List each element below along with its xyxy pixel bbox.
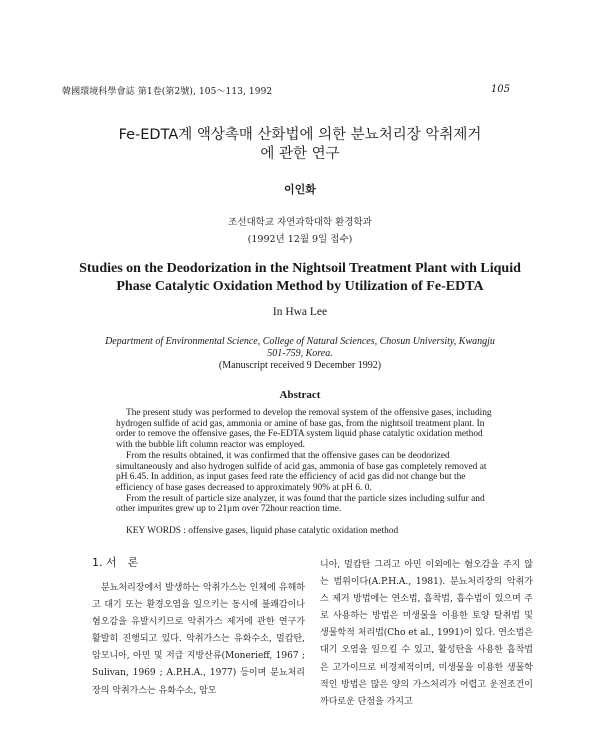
korean-title-line2: 에 관한 연구 [260, 146, 340, 162]
intro-paragraph-right: 니아, 멀캅탄 그리고 아민 이외에는 혐오감을 주지 않는 범위이다(A.P.H.A., 1981). 분뇨처리장의 악취가스 제거 방법에는 연소법, 흡착법, 흡수법이 있으며 주로 사용하는 방법은 미생물을 이용한 토양 탈취법 및 생물학적 처리법(Cho et al., 1991)이 있다. 연소법은 대기 오염을 일으킬 수 있고, 활성탄을 사용한 흡착법은 고가이므로 비경제적이며, 미생물을 이용한 생물학적인 방법은 많은 양의 가스처리가 어렵고 운전조건이 까다로운 단점을 가지고 [320, 560, 533, 707]
abstract-body [116, 408, 498, 515]
korean-author: 이인화 [284, 183, 316, 196]
page-number: 105 [490, 84, 510, 95]
korean-title [0, 126, 600, 164]
abstract-paragraph-2: From the results obtained, it was confirmed that the offensive gases can be deodorized simultaneously and also hydrogen sulfide of acid gas, ammonia of base gas completely removed at pH 6.45. In addition, as input gases feed rate the efficiency of acid gas did not change but the efficiency of base gases decreased to approximately 90% at pH 6. 0. [116, 450, 487, 493]
english-author: In Hwa Lee [272, 306, 328, 318]
abstract-paragraph-1: The present study was performed to develop the removal system of the offensive gases, including hydrogen sulfide of acid gas, ammonia or amine of base gas, from the nightsoil treatment plant. In order to remove the offensive gases, the Fe-EDTA system liquid phase catalytic oxidation method with the bubble lift column reactor was employed. [116, 408, 492, 451]
korean-title-line1: Fe-EDTA계 액상촉매 산화법에 의한 분뇨처리장 악취제거 [118, 127, 482, 143]
english-title [0, 260, 600, 296]
manuscript-received: (Manuscript received 9 December 1992) [218, 360, 382, 371]
intro-right-column [320, 557, 533, 711]
intro-paragraph-left: 분뇨처리장에서 발생하는 악취가스는 인체에 유해하고 대기 또는 환경오염을 일으키는 동시에 불쾌감이나 혐오감을 유발시키므로 악취가스 제거에 관한 연구가 활발히 진행되고 있다. 악취가스는 유화수소, 멀캅탄, 암모니아, 아민 및 저급 지방산류(Monerieff, 1967 ; Sulivan, 1969 ; A.P.H.A., 1977) 등이며 분뇨처리장의 악취가스는 유화수소, 암모 [92, 583, 305, 696]
keywords: KEY WORDS : offensive gases, liquid phase catalytic oxidation method [126, 526, 399, 536]
korean-received-date: (1992년 12월 9일 접수) [247, 234, 353, 245]
english-title-line2: Phase Catalytic Oxidation Method by Utilization of Fe-EDTA [116, 279, 484, 294]
english-title-line1: Studies on the Deodorization in the Nightsoil Treatment Plant with Liquid [79, 261, 521, 276]
abstract-heading: Abstract [279, 389, 321, 401]
korean-affiliation-block [0, 214, 600, 248]
section-heading-introduction: 1. 서 론 [92, 556, 139, 569]
english-affiliation-block [0, 336, 600, 372]
english-affiliation-line2: 501-759, Korea. [267, 348, 333, 359]
journal-citation: 韓國環境科學會誌 第1卷(第2號), 105～113, 1992 [62, 87, 273, 97]
intro-left-column [92, 555, 305, 700]
korean-affiliation: 조선대학교 자연과학대학 환경학과 [228, 217, 372, 228]
english-affiliation-line1: Department of Environmental Science, College of Natural Sciences, Chosun University, Kwangju [105, 336, 495, 347]
abstract-paragraph-3: From the result of particle size analyzer, it was found that the particle sizes including sulfur and other impurites grew up to 21μm over 72hour reaction time. [116, 493, 485, 515]
